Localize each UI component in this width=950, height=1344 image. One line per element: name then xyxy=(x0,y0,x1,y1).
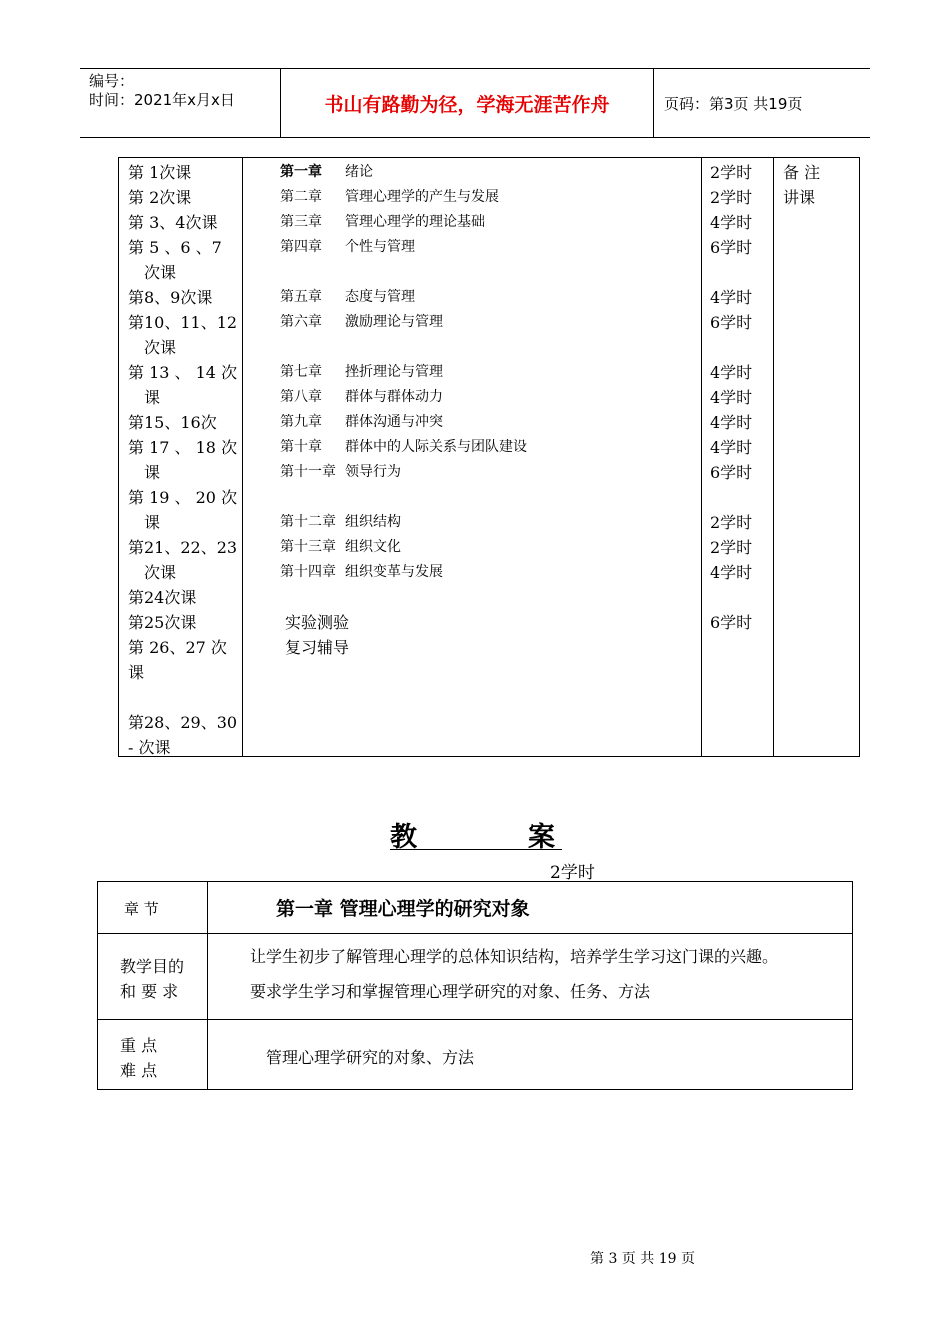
session-label: 第 1次课 xyxy=(128,163,192,182)
lesson-plan-table xyxy=(97,881,853,1090)
chapter-number: 第三章 xyxy=(280,214,322,230)
row-divider xyxy=(98,1019,852,1020)
title-word: 教 xyxy=(390,822,417,853)
chapter-title: 领导行为 xyxy=(345,464,401,480)
chapter-title: 群体与群体动力 xyxy=(345,389,443,405)
page-info: 页码：第3页 共19页 xyxy=(664,94,803,113)
chapter-number: 第十一章 xyxy=(280,464,336,480)
hours-value: 4学时 xyxy=(710,438,753,457)
chapter-title: 群体中的人际关系与团队建设 xyxy=(345,439,527,455)
goal-label: 和 要 求 xyxy=(120,982,179,1001)
note-value: 讲课 xyxy=(783,188,816,207)
session-label: 第28、29、30 xyxy=(128,713,238,732)
session-label: 第 13 、 14 次 xyxy=(128,363,238,382)
chapter-title: 挫折理论与管理 xyxy=(345,364,443,380)
hours-value: 6学时 xyxy=(710,613,753,632)
hours-value: 2学时 xyxy=(710,188,753,207)
document-header xyxy=(80,68,870,138)
session-label: 第24次课 xyxy=(128,588,197,607)
chapter-title: 群体沟通与冲突 xyxy=(345,414,443,430)
session-label: 课 xyxy=(144,463,161,482)
chapter-number: 第四章 xyxy=(280,239,322,255)
title-word: 案 xyxy=(528,822,555,853)
hours-value: 4学时 xyxy=(710,288,753,307)
note-label: 备 注 xyxy=(783,163,821,182)
chapter-number: 第一章 xyxy=(280,164,322,180)
session-label: 第15、16次 xyxy=(128,413,217,432)
session-label: 第 19 、 20 次 xyxy=(128,488,238,507)
chapter-title: 激励理论与管理 xyxy=(345,314,443,330)
session-label: 第 26、27 次 xyxy=(128,638,227,657)
hours-value: 6学时 xyxy=(710,463,753,482)
session-label: 课 xyxy=(144,388,161,407)
hours-value: 4学时 xyxy=(710,363,753,382)
hours-value: 4学时 xyxy=(710,388,753,407)
chapter-number: 第十二章 xyxy=(280,514,336,530)
session-label: 次课 xyxy=(144,563,177,582)
session-label: 第8、9次课 xyxy=(128,288,213,307)
session-label: 第10、11、12 xyxy=(128,313,238,332)
session-label: 第 5 、6 、7 xyxy=(128,238,222,257)
key-label: 重 点 xyxy=(120,1036,158,1055)
session-label: 第25次课 xyxy=(128,613,197,632)
col-divider xyxy=(242,158,243,756)
hours-value: 4学时 xyxy=(710,213,753,232)
session-label: 第 17 、 18 次 xyxy=(128,438,238,457)
chapter-title: 态度与管理 xyxy=(345,289,415,305)
session-label: - 次课 xyxy=(128,738,171,757)
session-label: 第 2次课 xyxy=(128,188,192,207)
key-value: 管理心理学研究的对象、方法 xyxy=(266,1048,475,1067)
goal-label: 教学目的 xyxy=(120,957,185,976)
row-divider xyxy=(98,933,852,934)
extra-item: 实验测验 xyxy=(285,613,350,632)
chapter-title: 组织结构 xyxy=(345,514,401,530)
time-label: 时间：2021年x月x日 xyxy=(89,91,235,109)
number-label: 编号： xyxy=(89,72,135,90)
chapter-number: 第八章 xyxy=(280,389,322,405)
chapter-title: 绪论 xyxy=(345,164,373,180)
session-label: 次课 xyxy=(144,263,177,282)
chapter-title: 管理心理学的产生与发展 xyxy=(345,189,499,205)
session-label: 课 xyxy=(144,513,161,532)
hours-value: 2学时 xyxy=(710,538,753,557)
schedule-table xyxy=(118,157,860,757)
session-label: 第 3、4次课 xyxy=(128,213,218,232)
section-label: 章 节 xyxy=(124,900,159,918)
chapter-title: 个性与管理 xyxy=(345,239,415,255)
session-label: 第21、22、23 xyxy=(128,538,238,557)
col-divider xyxy=(207,882,208,1089)
session-label: 课 xyxy=(128,663,145,682)
hours-value: 2学时 xyxy=(710,513,753,532)
goal-text: 让学生初步了解管理心理学的总体知识结构，培养学生学习这门课的兴趣。 xyxy=(250,947,779,966)
chapter-title: 组织变革与发展 xyxy=(345,564,443,580)
section-value: 第一章 管理心理学的研究对象 xyxy=(276,898,530,920)
key-label: 难 点 xyxy=(120,1061,158,1080)
hours-value: 4学时 xyxy=(710,563,753,582)
hours-value: 6学时 xyxy=(710,313,753,332)
chapter-number: 第七章 xyxy=(280,364,322,380)
chapter-number: 第二章 xyxy=(280,189,322,205)
col-divider xyxy=(701,158,702,756)
page-footer: 第 3 页 共 19 页 xyxy=(590,1251,695,1267)
col-divider xyxy=(773,158,774,756)
chapter-number: 第十四章 xyxy=(280,564,336,580)
title-underline xyxy=(390,849,562,850)
lesson-hours: 2学时 xyxy=(550,863,595,883)
hours-value: 4学时 xyxy=(710,413,753,432)
chapter-title: 管理心理学的理论基础 xyxy=(345,214,485,230)
goal-text: 要求学生学习和掌握管理心理学研究的对象、任务、方法 xyxy=(250,982,651,1001)
header-meta-cell xyxy=(80,69,281,137)
chapter-number: 第十三章 xyxy=(280,539,336,555)
chapter-title: 组织文化 xyxy=(345,539,401,555)
motto: 书山有路勤为径，学海无涯苦作舟 xyxy=(281,69,654,137)
chapter-number: 第六章 xyxy=(280,314,322,330)
session-label: 次课 xyxy=(144,338,177,357)
chapter-number: 第五章 xyxy=(280,289,322,305)
hours-value: 6学时 xyxy=(710,238,753,257)
chapter-number: 第十章 xyxy=(280,439,322,455)
chapter-number: 第九章 xyxy=(280,414,322,430)
hours-value: 2学时 xyxy=(710,163,753,182)
extra-item: 复习辅导 xyxy=(285,638,350,657)
